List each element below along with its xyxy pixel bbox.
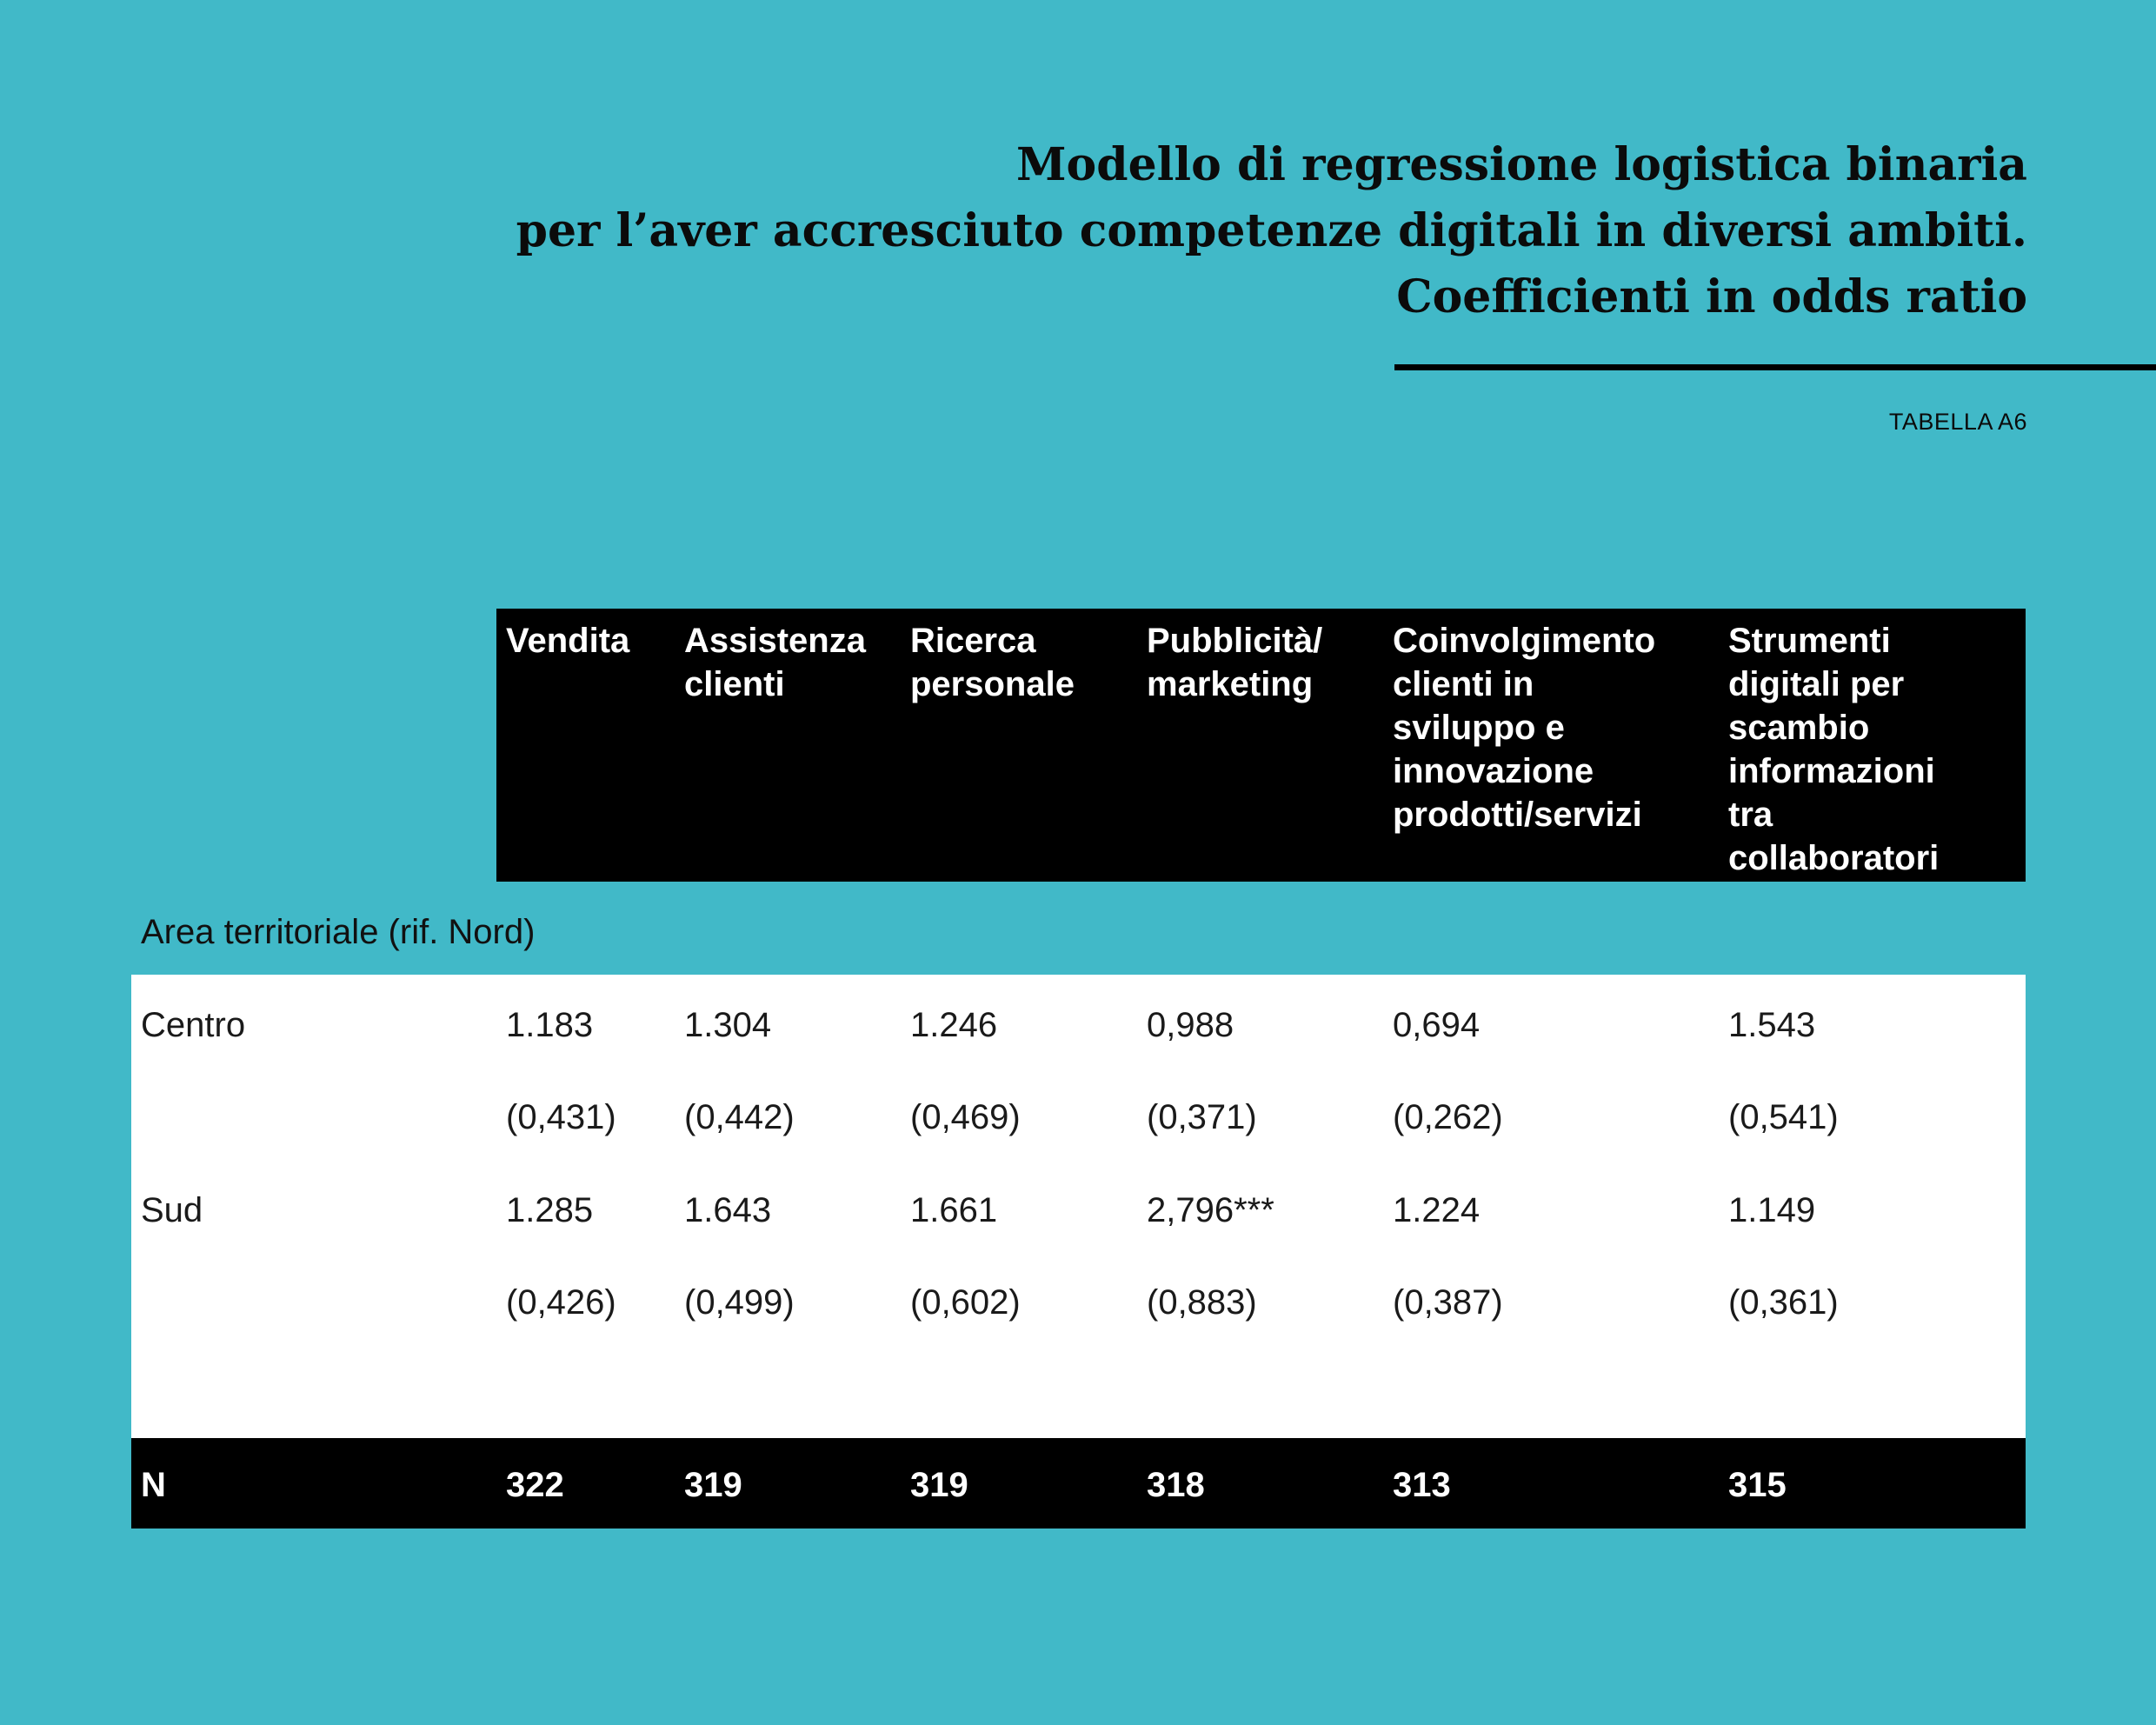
table-cell: 1.643 <box>684 1191 772 1229</box>
table-cell: (0,361) <box>1728 1283 1839 1322</box>
table-cell: 0,988 <box>1147 1006 1234 1044</box>
footer-cell: 319 <box>910 1466 968 1504</box>
column-header-line: Ricerca <box>910 622 1036 660</box>
title-line-2: per l’aver accresciuto competenze digitali in diversi ambiti. <box>516 204 2027 257</box>
footer-label-n: N <box>141 1466 166 1504</box>
table-cell: (0,541) <box>1728 1098 1839 1136</box>
table-cell: (0,371) <box>1147 1098 1257 1136</box>
footer-cell: 319 <box>684 1466 742 1504</box>
title-line-1: Modello di regressione logistica binaria <box>1015 138 2027 191</box>
table-cell: 1.543 <box>1728 1006 1816 1044</box>
table-code: TABELLA A6 <box>1888 409 2027 435</box>
column-header-line: Pubblicità/ <box>1147 622 1323 660</box>
column-header-line: Strumenti <box>1728 622 1891 660</box>
table-cell: (0,387) <box>1393 1283 1503 1322</box>
footer-cell: 318 <box>1147 1466 1205 1504</box>
column-header-line: collaboratori <box>1728 839 1940 877</box>
column-header-line: tra <box>1728 796 1773 834</box>
column-header-line: marketing <box>1147 665 1314 703</box>
table-cell: (0,499) <box>684 1283 795 1322</box>
column-header-line: Vendita <box>506 622 630 660</box>
column-header-line: digitali per <box>1728 665 1905 703</box>
table-cell: (0,883) <box>1147 1283 1257 1322</box>
page-title <box>516 132 2027 330</box>
title-line-3: Coefficienti in odds ratio <box>1396 270 2027 323</box>
title-divider <box>1394 364 2156 370</box>
column-header-line: prodotti/servizi <box>1393 796 1642 834</box>
table-cell: (0,426) <box>506 1283 616 1322</box>
column-header-assistenza-clienti <box>684 619 866 706</box>
row-label-sud: Sud <box>141 1191 203 1229</box>
table-cell: (0,442) <box>684 1098 795 1136</box>
column-header-line: clienti in <box>1393 665 1534 703</box>
area-label: Area territoriale (rif. Nord) <box>141 913 536 951</box>
column-header-line: sviluppo e <box>1393 709 1565 747</box>
column-header-strumenti-digitali <box>1728 619 1939 880</box>
table-cell: 1.224 <box>1393 1191 1481 1229</box>
column-header-vendita <box>506 619 629 663</box>
footer-cell: 315 <box>1728 1466 1787 1504</box>
column-header-line: scambio <box>1728 709 1870 747</box>
column-header-pubblicita-marketing <box>1147 619 1322 706</box>
column-header-line: Assistenza <box>684 622 866 660</box>
table-cell: 0,694 <box>1393 1006 1481 1044</box>
table-cell: (0,602) <box>910 1283 1021 1322</box>
table-cell: 1.183 <box>506 1006 594 1044</box>
table-cell: 1.246 <box>910 1006 998 1044</box>
column-header-line: personale <box>910 665 1075 703</box>
table-cell: (0,431) <box>506 1098 616 1136</box>
table-cell: 1.661 <box>910 1191 998 1229</box>
column-header-line: Coinvolgimento <box>1393 622 1656 660</box>
footer-cell: 322 <box>506 1466 564 1504</box>
table-cell: 1.304 <box>684 1006 772 1044</box>
column-header-line: innovazione <box>1393 752 1594 790</box>
column-header-ricerca-personale <box>910 619 1075 706</box>
table-cell: 1.149 <box>1728 1191 1816 1229</box>
row-label-centro: Centro <box>141 1006 246 1044</box>
column-header-line: clienti <box>684 665 785 703</box>
column-header-coinvolgimento-clienti <box>1393 619 1655 836</box>
table-cell: (0,262) <box>1393 1098 1503 1136</box>
table-cell: 2,796*** <box>1147 1191 1274 1229</box>
table-cell: 1.285 <box>506 1191 594 1229</box>
table-cell: (0,469) <box>910 1098 1021 1136</box>
footer-cell: 313 <box>1393 1466 1451 1504</box>
column-header-line: informazioni <box>1728 752 1935 790</box>
